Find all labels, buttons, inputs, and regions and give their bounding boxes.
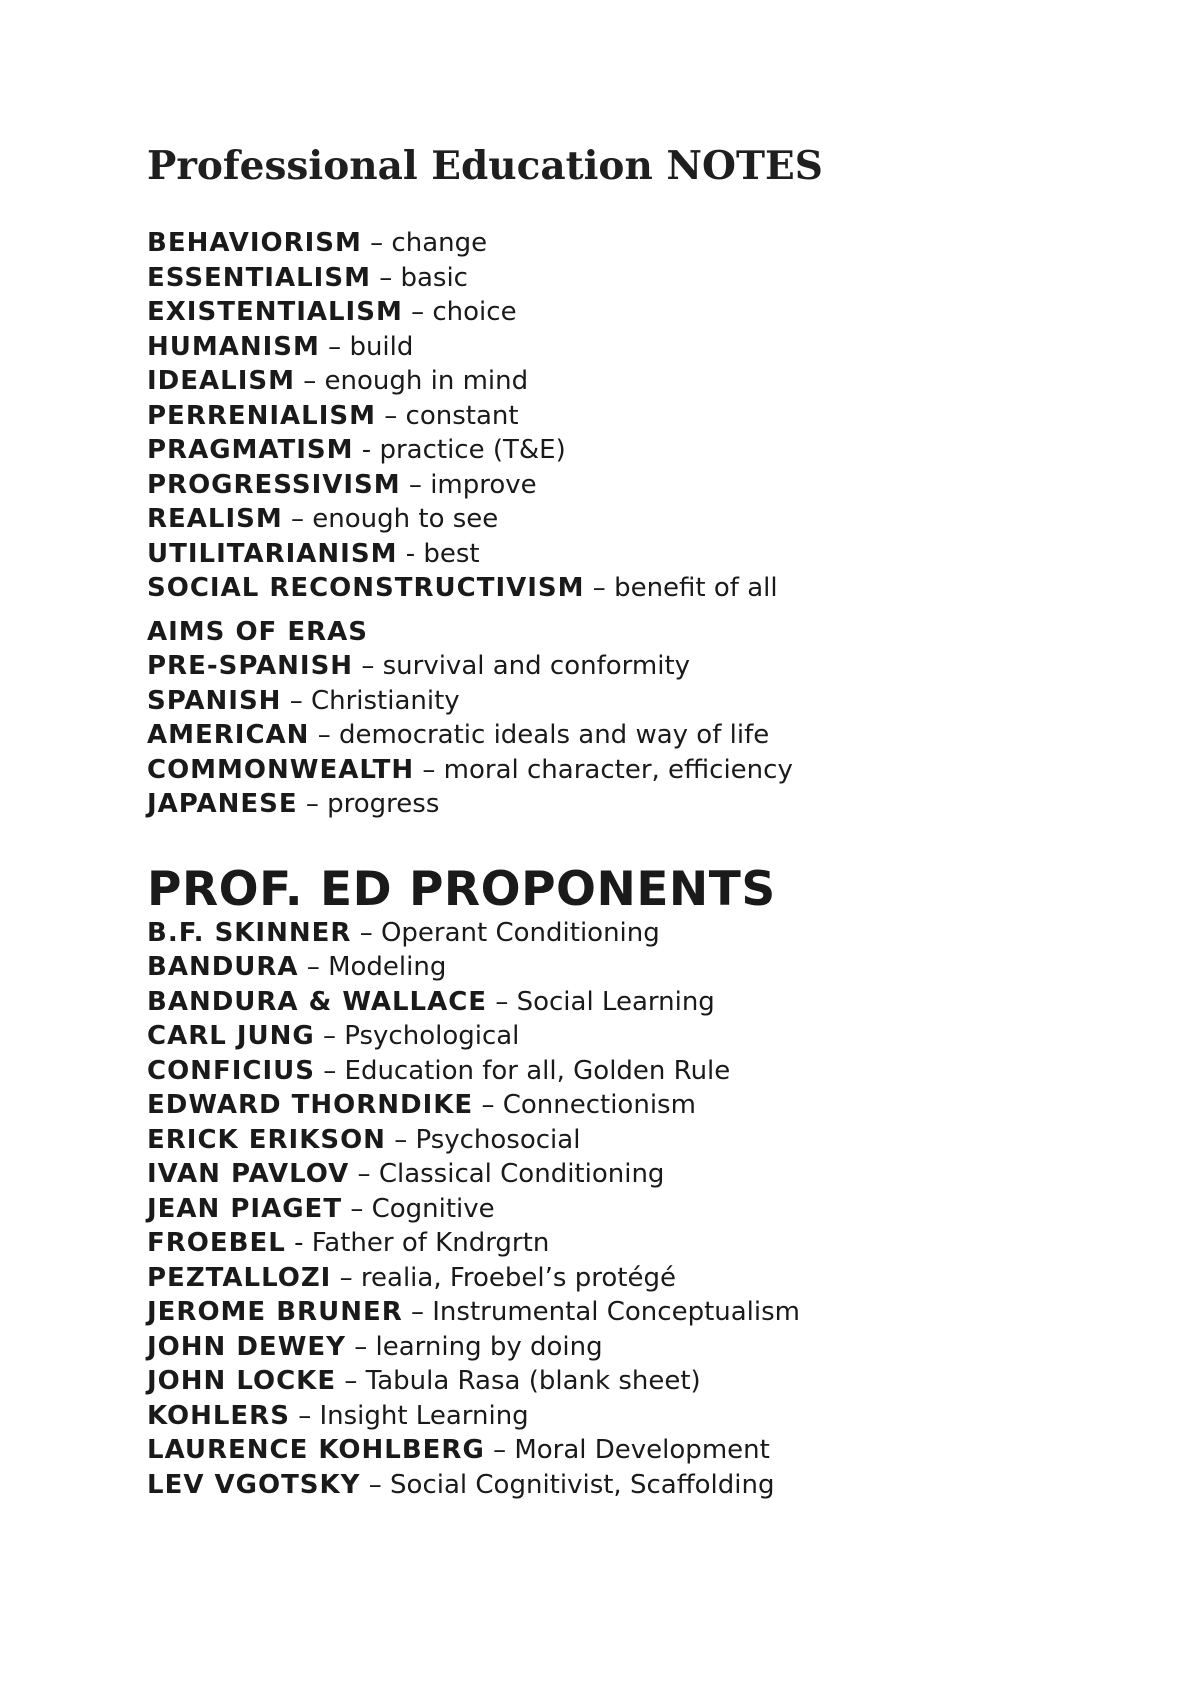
entry-term: JOHN LOCKE [147, 1366, 337, 1396]
list-item [147, 1019, 1147, 1054]
list-item [147, 1468, 1147, 1503]
entry-term: PERRENIALISM [147, 400, 377, 431]
entry-term: JOHN DEWEY [147, 1331, 346, 1362]
list-item [147, 1399, 1147, 1434]
entry-separator: – [305, 789, 319, 819]
entry-term: COMMONWEALTH [147, 754, 415, 785]
entry-term: PRE-SPANISH [147, 651, 354, 681]
entry-separator: – [379, 262, 393, 293]
entry-separator: - [405, 538, 416, 569]
entry-term: BANDURA & WALLACE [147, 986, 488, 1017]
list-item [147, 571, 1147, 606]
entry-separator: – [298, 1400, 312, 1431]
entry-separator: – [350, 1193, 364, 1224]
entry-term: SPANISH [147, 685, 282, 716]
entry-description: Social Learning [516, 986, 715, 1017]
entry-term: BANDURA [147, 952, 299, 982]
page-title: Professional Education NOTES [147, 143, 823, 189]
entry-description: Modeling [328, 952, 447, 982]
entry-separator: – [384, 400, 398, 431]
entry-description: survival and conformity [382, 651, 691, 681]
list-item [147, 1054, 1147, 1089]
entry-description: Classical Conditioning [378, 1159, 665, 1189]
entry-separator: – [328, 331, 342, 362]
entry-description: Psychological [344, 1021, 520, 1051]
entry-description: Father of Kndrgrtn [311, 1228, 550, 1258]
list-item [147, 1157, 1147, 1192]
list-item [147, 468, 1147, 503]
entry-term: FROEBEL [147, 1228, 286, 1258]
entry-term: KOHLERS [147, 1400, 290, 1431]
entry-term: ERICK ERIKSON [147, 1124, 386, 1155]
entry-separator: – [495, 986, 509, 1017]
list-item [147, 537, 1147, 572]
list-item [147, 1088, 1147, 1123]
entry-description: Psychosocial [415, 1124, 581, 1155]
list-item [147, 787, 1147, 822]
entry-separator: – [592, 573, 606, 603]
entry-description: Insight Learning [319, 1400, 529, 1431]
entry-separator: – [493, 1435, 507, 1465]
list-item [147, 330, 1147, 365]
entry-separator: – [411, 297, 425, 327]
philosophies-list [147, 226, 1147, 606]
entry-separator: – [323, 1055, 337, 1086]
list-item [147, 226, 1147, 261]
entry-separator: – [422, 754, 436, 785]
entry-separator: – [317, 720, 331, 750]
entry-description: practice (T&E) [379, 435, 566, 465]
entry-description: Christianity [310, 685, 460, 716]
list-item [147, 718, 1147, 753]
entry-description: enough to see [312, 504, 499, 534]
entry-term: LAURENCE KOHLBERG [147, 1435, 485, 1465]
entry-separator: – [481, 1090, 495, 1120]
list-item [147, 399, 1147, 434]
list-item [147, 649, 1147, 684]
entry-term: JEAN PIAGET [147, 1193, 343, 1224]
list-item [147, 1123, 1147, 1158]
entry-term: JAPANESE [147, 789, 298, 819]
list-item [147, 753, 1147, 788]
entry-term: CONFICIUS [147, 1055, 315, 1086]
list-item [147, 1226, 1147, 1261]
document-page [147, 138, 1147, 1502]
entry-separator: – [361, 651, 375, 681]
list-item [147, 985, 1147, 1020]
entry-separator: – [344, 1366, 358, 1396]
entry-term: IDEALISM [147, 366, 295, 396]
entry-description: realia, Froebel’s protégé [360, 1262, 676, 1293]
entry-term: IVAN PAVLOV [147, 1159, 350, 1189]
entry-description: Moral Development [514, 1435, 770, 1465]
entry-separator: – [306, 952, 320, 982]
entry-separator: – [357, 1159, 371, 1189]
entry-description: build [349, 331, 414, 362]
entry-term: BEHAVIORISM [147, 228, 362, 258]
entry-separator: – [289, 685, 303, 716]
list-item [147, 1433, 1147, 1468]
entry-separator: – [354, 1331, 368, 1362]
entry-term: UTILITARIANISM [147, 538, 398, 569]
entry-separator: – [359, 917, 373, 948]
list-item [147, 1261, 1147, 1296]
entry-separator: - [361, 435, 372, 465]
entry-description: best [423, 538, 480, 569]
entry-term: B.F. SKINNER [147, 917, 352, 948]
entry-term: PROGRESSIVISM [147, 469, 401, 500]
entry-description: moral character, efficiency [443, 754, 793, 785]
entry-description: change [391, 228, 488, 258]
list-item [147, 950, 1147, 985]
entry-separator: – [408, 469, 422, 500]
entry-description: Cognitive [371, 1193, 495, 1224]
entry-description: constant [405, 400, 519, 431]
entry-term: ESSENTIALISM [147, 262, 371, 293]
eras-list [147, 649, 1147, 822]
list-item [147, 684, 1147, 719]
proponents-heading: PROF. ED PROPONENTS [147, 861, 776, 917]
list-item [147, 916, 1147, 951]
entry-separator: – [394, 1124, 408, 1155]
list-item [147, 433, 1147, 468]
entry-description: Social Cognitivist, Scaffolding [390, 1469, 775, 1500]
entry-separator: – [303, 366, 317, 396]
entry-description: improve [430, 469, 537, 500]
eras-heading: AIMS OF ERAS [147, 616, 368, 647]
entry-term: EDWARD THORNDIKE [147, 1090, 474, 1120]
entry-term: LEV VGOTSKY [147, 1469, 361, 1500]
entry-term: JEROME BRUNER [147, 1297, 403, 1327]
entry-description: learning by doing [375, 1331, 603, 1362]
entry-description: Instrumental Conceptualism [432, 1297, 800, 1327]
entry-description: progress [327, 789, 440, 819]
entry-separator: – [411, 1297, 424, 1327]
entry-description: choice [432, 297, 517, 327]
entry-separator: – [368, 1469, 382, 1500]
list-item [147, 364, 1147, 399]
list-item [147, 1192, 1147, 1227]
entry-term: CARL JUNG [147, 1021, 315, 1051]
list-item [147, 1364, 1147, 1399]
entry-description: Operant Conditioning [380, 917, 660, 948]
entry-term: EXISTENTIALISM [147, 297, 403, 327]
entry-term: SOCIAL RECONSTRUCTIVISM [147, 573, 585, 603]
entry-term: AMERICAN [147, 720, 310, 750]
entry-description: Education for all, Golden Rule [344, 1055, 731, 1086]
entry-term: HUMANISM [147, 331, 320, 362]
entry-separator: – [323, 1021, 336, 1051]
entry-term: PRAGMATISM [147, 435, 354, 465]
entry-separator: – [339, 1262, 353, 1293]
list-item [147, 261, 1147, 296]
entry-description: benefit of all [614, 573, 778, 603]
entry-separator: - [294, 1228, 304, 1258]
entry-separator: – [370, 228, 384, 258]
entry-separator: – [291, 504, 305, 534]
entry-description: democratic ideals and way of life [338, 720, 770, 750]
entry-description: basic [400, 262, 468, 293]
list-item [147, 1330, 1147, 1365]
entry-term: REALISM [147, 504, 283, 534]
entry-term: PEZTALLOZI [147, 1262, 332, 1293]
proponents-list [147, 916, 1147, 1503]
entry-description: Connectionism [502, 1090, 696, 1120]
entry-description: Tabula Rasa (blank sheet) [365, 1366, 701, 1396]
list-item [147, 295, 1147, 330]
list-item [147, 1295, 1147, 1330]
list-item [147, 502, 1147, 537]
entry-description: enough in mind [324, 366, 529, 396]
